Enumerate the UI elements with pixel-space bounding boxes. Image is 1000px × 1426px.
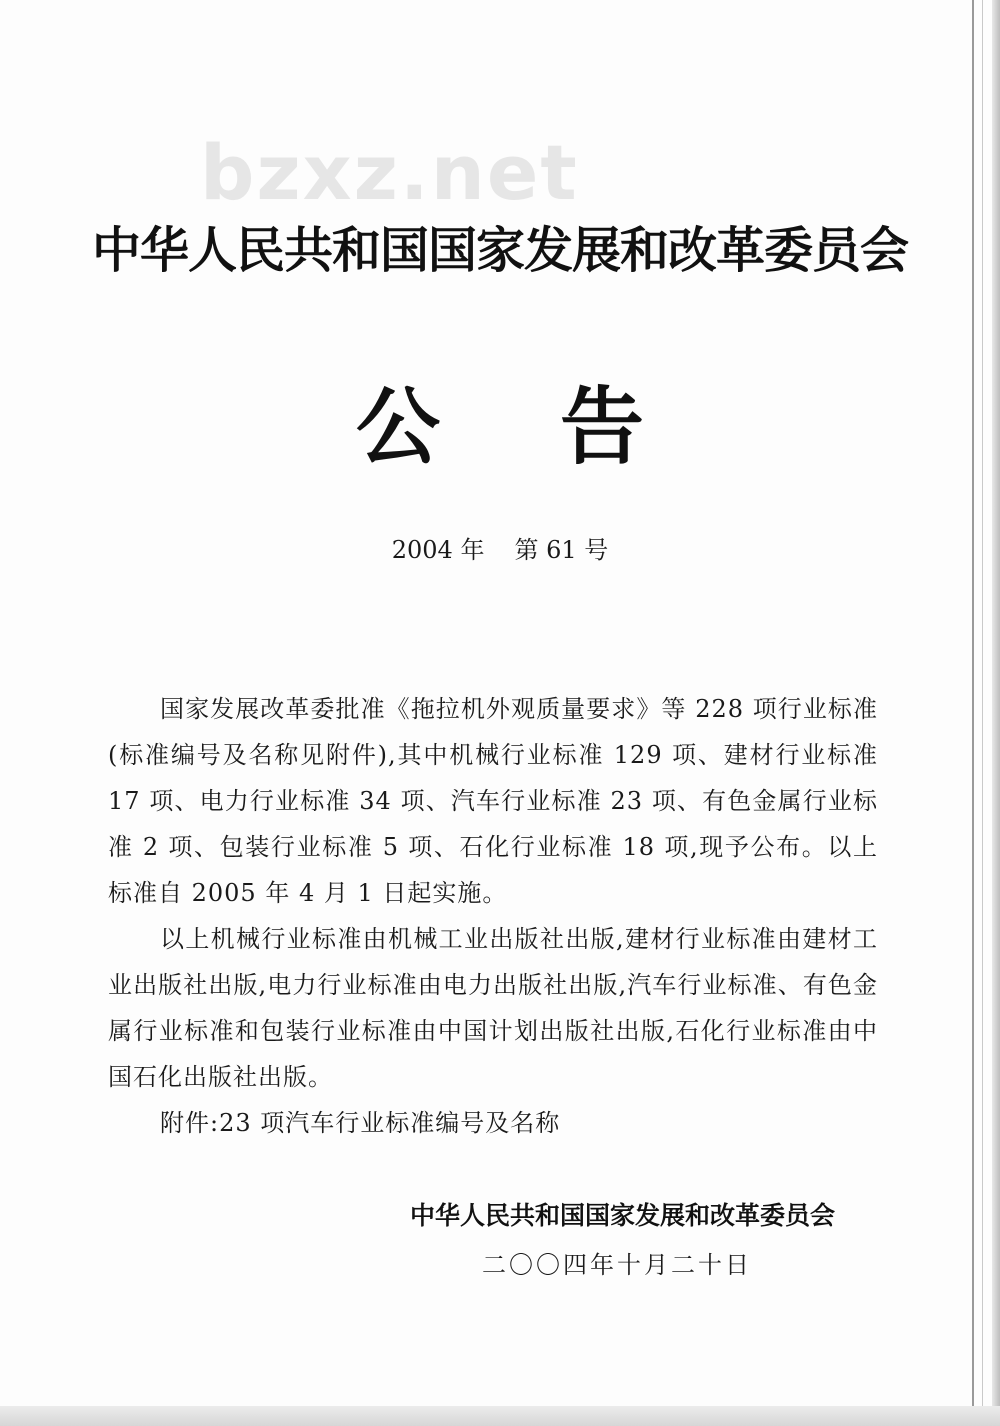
document-year: 2004 年 — [391, 536, 485, 564]
scan-bottom-shadow — [0, 1406, 1000, 1426]
announcement-body — [108, 686, 878, 1146]
body-paragraph-2: 以上机械行业标准由机械工业出版社出版,建材行业标准由建材工业出版社出版,电力行业标准由电力出版社出版,汽车行业标准、有色金属行业标准和包装行业标准由中国计划出版社出版,石化行业标准由中国石化出版社出版。 — [108, 925, 878, 1091]
announcement-number: 第 61 号 — [514, 536, 609, 564]
signature-authority: 中华人民共和国国家发展和改革委员会 — [410, 1201, 836, 1230]
scan-edge-line — [972, 0, 974, 1426]
signature-date: 二〇〇四年十月二十日 — [482, 1251, 752, 1279]
scan-edge-line — [982, 0, 983, 1426]
body-paragraph-1: 国家发展改革委批准《拖拉机外观质量要求》等 228 项行业标准(标准编号及名称见附件),其中机械行业标准 129 项、建材行业标准 17 项、电力行业标准 34 项、汽车行业标准 23 项、有色金属行业标准 2 项、包装行业标准 5 项、石化行业标准 18 项,现予公布。以上标准自 2005 年 4 月 1 日起实施。 — [108, 695, 878, 907]
watermark: bzxz.net — [200, 128, 579, 217]
issuing-authority: 中华人民共和国国家发展和改革委员会 — [91, 222, 908, 279]
document-title: 公告 — [355, 377, 764, 476]
document-number — [0, 530, 1000, 565]
scan-edge-shadow — [992, 0, 1000, 1426]
attachment-note: 附件:23 项汽车行业标准编号及名称 — [160, 1109, 561, 1137]
